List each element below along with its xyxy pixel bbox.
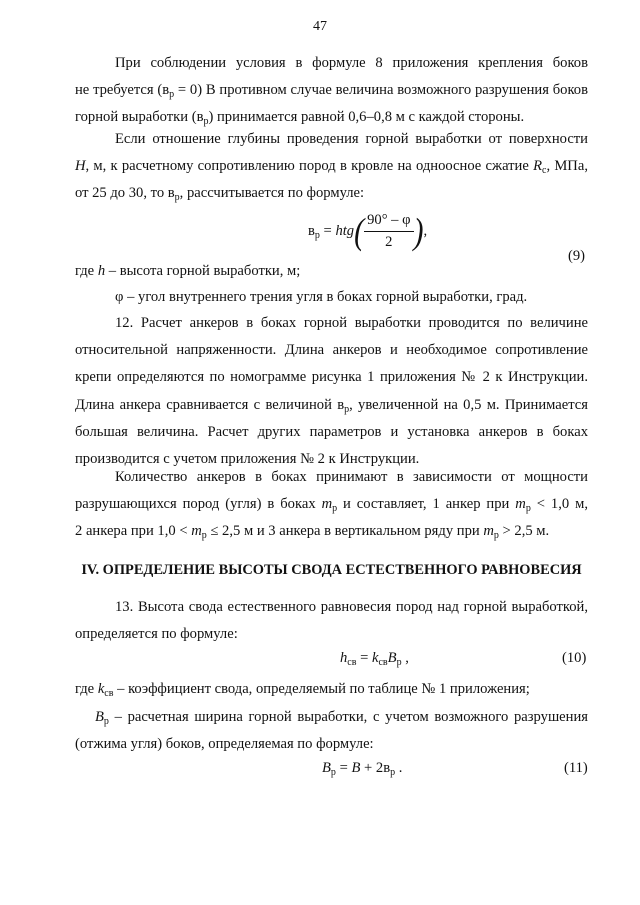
definition-h: где h – высота горной выработки, м; [75, 263, 301, 279]
definition-phi: φ – угол внутреннего трения угля в боках горной выработки, град. [115, 289, 528, 305]
definition-k: где $k_{св}$ – коэффициент свода, определяемый по таблице № 1 приложения; [75, 681, 530, 699]
text-line: разрушающихся пород (угля) в боках $m_р$ и составляет, 1 анкер при $m_р < 1,0$ м, [75, 496, 588, 515]
formula-11: $B_р = B + 2в_р$ . [322, 760, 403, 778]
paragraph-conditions [75, 50, 588, 132]
text-line: 2 анкера при $1,0 < m_р \le 2,5$ м и 3 анкера в вертикальном ряду при $m_р > 2,5$ м. [75, 523, 550, 542]
formula-9: $в_р = htg$( $\frac{90^\circ - \varphi}{2}$ ), [308, 210, 428, 252]
text-line: от 25 до 30, то $в_р$, рассчитывается по формуле: [75, 185, 365, 204]
section-heading: IV. ОПРЕДЕЛЕНИЕ ВЫСОТЫ СВОДА ЕСТЕСТВЕННОГО РАВНОВЕСИЯ [81, 562, 582, 578]
text-line: относительной напряженности. Длина анкеров и необходимое сопротивление [75, 342, 588, 359]
text-line: Длина анкера сравнивается с величиной $в_р$, увеличенной на 0,5 м. Принимается [75, 396, 588, 415]
paragraph-anchor-count [75, 464, 588, 546]
text-line: определяется по формуле: [75, 626, 238, 643]
formula-number-9: (9) [568, 248, 586, 264]
text-line: большая величина. Расчет других параметров и установка анкеров в боках [75, 423, 588, 440]
formula-10: $h_{св} = k_{св}B_р$ , [340, 650, 409, 668]
text-line: не требуется $(в_р = 0)$ В противном случае величина возможного разрушения боков [75, 82, 588, 101]
text-line: 12. Расчет анкеров в боках горной выработки проводится по величине [115, 315, 588, 331]
text-line: Количество анкеров в боках принимают в зависимости от мощности [115, 469, 588, 485]
formula-number-11: (11) [564, 760, 588, 776]
paragraph-12 [75, 310, 588, 473]
text-line: 13. Высота свода естественного равновесия пород над горной выработкой, [115, 599, 588, 615]
text-line: крепи определяются по номограмме рисунка 1 приложения № 2 к Инструкции. [75, 369, 588, 386]
formula-number-10: (10) [562, 650, 587, 666]
paragraph-depth-ratio [75, 126, 588, 208]
text-line: горной выработки $(в_р)$ принимается равной 0,6–0,8 м с каждой стороны. [75, 109, 525, 128]
text-line: При соблюдении условия в формуле 8 приложения крепления боков [115, 55, 588, 71]
paragraph-13 [75, 594, 588, 648]
page-number: 47 [313, 19, 327, 34]
text-line: H, м, к расчетному сопротивлению пород в кровле на одноосное сжатие $R_c$, МПа, [75, 158, 588, 177]
text-line: производится с учетом приложения № 2 к Инструкции. [75, 450, 420, 467]
definition-B: $B_р$ – расчетная ширина горной выработки, с учетом возможного разрушения (отжима угля) боков, определяемая по формуле: [75, 709, 588, 753]
text-line: Если отношение глубины проведения горной выработки от поверхности [115, 131, 588, 147]
